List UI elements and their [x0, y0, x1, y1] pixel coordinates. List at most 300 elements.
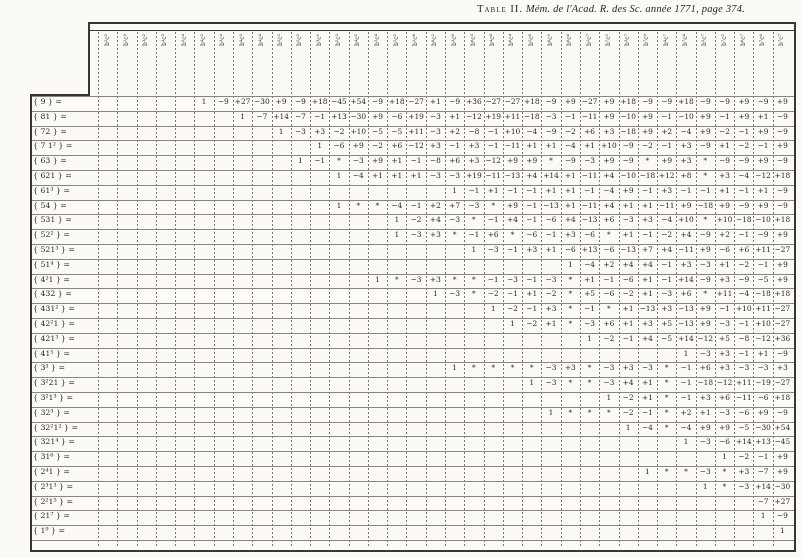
table-cell: +1 — [410, 171, 422, 180]
table-cell: * — [510, 363, 515, 373]
table-cell: −7 — [757, 496, 769, 506]
table-cell: +1 — [757, 111, 769, 121]
table-cell: −4 — [738, 289, 750, 299]
row-label: { 3³ } = — [33, 363, 65, 373]
table-cell: +9 — [719, 200, 730, 210]
table-cell: −1 — [487, 141, 499, 151]
table-cell: +9 — [776, 452, 788, 462]
table-cell: −2 — [622, 407, 634, 417]
table-cell: +14 — [678, 333, 694, 343]
table-cell: +9 — [641, 111, 653, 121]
table-cell: −1 — [641, 185, 653, 195]
column-header: b⁷c⁴ — [681, 34, 689, 47]
table-cell: −27 — [408, 97, 424, 106]
table-cell: −1 — [526, 304, 538, 314]
table-cell: +36 — [774, 333, 791, 343]
table-cell: −4 — [352, 171, 364, 180]
table-cell: −3 — [699, 467, 711, 476]
table-cell: +9 — [757, 126, 769, 136]
table-cell: +7 — [641, 245, 653, 254]
table-cell: −2 — [622, 289, 634, 299]
table-cell: 1 — [375, 274, 380, 284]
table-cell: +18 — [774, 393, 791, 402]
row-label: { 63 } = — [33, 156, 67, 166]
table-cell: +36 — [466, 97, 482, 106]
table-cell: −9 — [719, 156, 730, 166]
table-cell: −1 — [507, 185, 518, 195]
table-cell: +4 — [564, 215, 576, 225]
table-cell: +54 — [774, 422, 791, 432]
frame-top-inner — [88, 30, 796, 31]
table-cell: 1 — [452, 185, 457, 195]
table-cell: −4 — [584, 259, 596, 269]
table-cell: −3 — [738, 363, 750, 373]
table-cell: +4 — [603, 171, 615, 180]
table-cell: +2 — [429, 200, 441, 210]
table-cell: −2 — [641, 141, 653, 151]
column-header: b²c⁷ — [585, 34, 593, 47]
table-cell: +9 — [603, 97, 615, 106]
table-cell: 1 — [394, 230, 400, 240]
table-cell: +18 — [774, 289, 791, 299]
table-cell: −1 — [757, 259, 769, 269]
table-cell: +3 — [699, 393, 711, 402]
column-header: b⁴c⁴ — [257, 34, 265, 47]
table-cell: −27 — [581, 97, 598, 106]
table-cell: 1 — [201, 97, 207, 106]
table-cell: 1 — [452, 363, 457, 373]
table-cell: −18 — [697, 200, 714, 210]
table-cell: +1 — [526, 141, 538, 151]
table-cell: −2 — [526, 319, 538, 328]
table-cell: 1 — [683, 437, 689, 447]
table-cell: +3 — [680, 259, 692, 269]
table-cell: +1 — [757, 348, 769, 358]
table-cell: −1 — [719, 111, 730, 121]
table-cell: 1 — [336, 200, 342, 210]
table-cell: +18 — [311, 97, 328, 106]
table-cell: +1 — [641, 289, 653, 299]
table-cell: −3 — [719, 319, 730, 328]
table-cell: +9 — [699, 245, 711, 254]
table-cell: −9 — [294, 97, 306, 106]
table-cell: +9 — [699, 126, 711, 136]
table-number: Table II. — [477, 4, 523, 15]
table-cell: * — [607, 230, 611, 240]
table-cell: +4 — [429, 215, 441, 225]
column-header: b⁶c² — [431, 34, 439, 47]
table-cell: −9 — [545, 126, 557, 136]
table-cell: +4 — [641, 333, 653, 343]
table-cell: 1 — [529, 378, 535, 388]
table-cell: −2 — [719, 126, 730, 136]
row-rule — [32, 496, 794, 497]
row-label: { 2²1⁵ } = — [33, 496, 74, 506]
table-cell: −9 — [776, 200, 788, 210]
table-cell: +1 — [526, 289, 538, 299]
table-cell: +1 — [719, 259, 730, 269]
table-cell: −1 — [680, 363, 692, 373]
table-cell: −1 — [738, 230, 750, 240]
table-cell: 1 — [606, 393, 612, 402]
table-cell: −11 — [658, 200, 675, 210]
table-cell: −6 — [603, 245, 615, 254]
table-cell: +3 — [429, 141, 441, 151]
table-cell: 1 — [278, 126, 284, 136]
column-header: b⁵c³ — [334, 34, 342, 47]
column-header: b⁶c⁶ — [566, 34, 574, 47]
table-cell: −13 — [678, 304, 694, 314]
column-separator — [233, 32, 234, 548]
table-cell: +4 — [603, 200, 615, 210]
column-separator — [349, 32, 350, 548]
table-cell: +6 — [699, 363, 711, 373]
table-cell: * — [394, 274, 399, 284]
table-cell: +1 — [622, 200, 634, 210]
column-header: b³c⁵ — [315, 34, 323, 47]
table-cell: +14 — [755, 481, 771, 491]
table-cell: +3 — [564, 230, 576, 240]
table-cell: −1 — [661, 259, 673, 269]
table-cell: −3 — [294, 126, 306, 136]
table-cell: +9 — [641, 126, 653, 136]
column-separator — [117, 32, 118, 548]
table-cell: +1 — [545, 141, 557, 151]
table-cell: −1 — [661, 274, 673, 284]
table-cell: +4 — [641, 259, 653, 269]
table-cell: −9 — [776, 126, 788, 136]
table-cell: −9 — [564, 156, 576, 166]
row-label: { 51⁴ } = — [33, 259, 70, 269]
table-cell: +1 — [584, 141, 596, 151]
table-cell: +9 — [699, 111, 711, 121]
row-label: { 81 } = — [33, 111, 67, 121]
table-cell: +3 — [661, 304, 673, 314]
table-cell: +9 — [776, 141, 788, 151]
table-cell: −18 — [755, 289, 771, 299]
table-cell: +2 — [680, 407, 692, 417]
column-header: b⁶c⁵ — [547, 34, 555, 47]
table-cell: −3 — [545, 378, 557, 388]
column-separator — [272, 32, 273, 548]
table-cell: +9 — [603, 156, 615, 166]
column-header: b⁷c² — [604, 34, 612, 47]
table-cell: −6 — [622, 274, 634, 284]
table-cell: +11 — [408, 126, 424, 136]
table-cell: −45 — [774, 437, 791, 447]
table-cell: +2 — [449, 126, 461, 136]
column-header: b⁵c² — [296, 34, 304, 47]
table-cell: −27 — [504, 97, 521, 106]
table-cell: −9 — [738, 200, 750, 210]
table-cell: −1 — [738, 348, 750, 358]
table-cell: +6 — [738, 245, 750, 254]
table-cell: +10 — [735, 304, 752, 314]
table-cell: +3 — [429, 230, 441, 240]
table-cell: −2 — [603, 333, 615, 343]
table-cell: +10 — [678, 215, 694, 225]
table-cell: −5 — [757, 274, 769, 284]
table-cell: +3 — [719, 348, 730, 358]
table-cell: −8 — [468, 126, 480, 136]
table-cell: −18 — [735, 215, 752, 225]
row-label: { 421³ } = — [33, 333, 75, 343]
row-rule — [32, 525, 794, 526]
table-cell: −12 — [485, 156, 501, 166]
table-cell: +4 — [526, 171, 538, 180]
table-cell: −30 — [774, 481, 791, 491]
table-cell: −1 — [680, 393, 692, 402]
table-cell: * — [472, 289, 476, 299]
table-cell: −10 — [620, 171, 636, 180]
table-cell: 1 — [240, 111, 245, 121]
column-separator — [406, 32, 407, 548]
row-rule — [32, 451, 794, 452]
row-label: { 52² } = — [33, 230, 70, 240]
table-cell: * — [664, 378, 669, 388]
table-cell: * — [568, 407, 573, 417]
table-cell: −11 — [678, 245, 694, 254]
frame-top — [88, 22, 796, 24]
column-header: b²c⁶ — [412, 34, 420, 47]
table-cell: −1 — [526, 185, 538, 195]
table-cell: +3 — [719, 363, 730, 373]
row-label: { 2³1³ } = — [33, 481, 74, 491]
table-cell: +10 — [601, 141, 617, 151]
table-cell: +3 — [468, 141, 480, 151]
table-cell: +6 — [603, 215, 615, 225]
table-cell: +18 — [388, 97, 405, 106]
table-cell: −10 — [755, 215, 771, 225]
table-cell: −9 — [776, 185, 788, 195]
frame-right — [794, 22, 796, 550]
column-header: b²c⁴ — [180, 34, 188, 47]
table-cell: −10 — [620, 111, 636, 121]
table-cell: −9 — [217, 97, 229, 106]
table-cell: * — [472, 363, 476, 373]
table-cell: * — [664, 467, 669, 476]
table-cell: −2 — [372, 141, 383, 151]
column-header: b²c² — [103, 34, 111, 47]
table-cell: 1 — [394, 215, 400, 225]
table-cell: −3 — [468, 200, 480, 210]
row-label: { 7 1² } = — [33, 141, 73, 151]
table-cell: −1 — [584, 304, 596, 314]
table-cell: +1 — [545, 185, 557, 195]
table-cell: +10 — [716, 215, 733, 225]
table-cell: +10 — [504, 126, 521, 136]
table-cell: 1 — [490, 304, 496, 314]
table-cell: * — [607, 407, 611, 417]
table-cell: +9 — [738, 111, 750, 121]
column-separator — [387, 32, 388, 548]
row-label: { 4²1 } = — [33, 274, 70, 284]
table-cell: * — [568, 304, 573, 314]
table-cell: +9 — [372, 111, 383, 121]
table-cell: +12 — [658, 171, 675, 180]
table-cell: −1 — [507, 289, 518, 299]
table-cell: +1 — [584, 274, 596, 284]
column-separator — [156, 32, 157, 548]
table-cell: −1 — [468, 230, 480, 240]
table-cell: −9 — [622, 141, 634, 151]
table-cell: +19 — [408, 111, 424, 121]
table-cell: +1 — [487, 185, 499, 195]
table-cell: −13 — [639, 304, 656, 314]
table-cell: −6 — [333, 141, 345, 151]
table-cell: −4 — [680, 126, 692, 136]
table-cell: +3 — [603, 126, 615, 136]
table-cell: * — [684, 467, 688, 476]
table-cell: +13 — [581, 245, 598, 254]
table-cell: −1 — [507, 245, 518, 254]
table-cell: +3 — [738, 467, 750, 476]
row-label: { 72 } = — [33, 126, 67, 136]
table-cell: −2 — [622, 393, 634, 402]
table-cell: −9 — [699, 141, 711, 151]
row-label: { 3²1³ } = — [33, 393, 74, 402]
table-cell: −9 — [661, 97, 673, 106]
table-cell: +19 — [466, 171, 482, 180]
column-separator — [98, 32, 99, 548]
table-cell: +3 — [526, 245, 538, 254]
table-cell: −1 — [757, 141, 769, 151]
table-cell: +9 — [564, 97, 576, 106]
table-cell: −9 — [776, 111, 788, 121]
table-cell: −3 — [410, 230, 422, 240]
table-cell: +1 — [391, 171, 403, 180]
table-cell: +18 — [774, 171, 791, 180]
table-cell: +1 — [719, 185, 730, 195]
table-cell: +3 — [661, 185, 673, 195]
row-label: { 32²1² } = — [33, 422, 79, 432]
table-cell: −13 — [543, 200, 559, 210]
table-cell: −9 — [776, 407, 788, 417]
table-cell: −27 — [774, 304, 791, 314]
table-cell: −9 — [776, 511, 788, 521]
table-cell: −1 — [487, 126, 499, 136]
table-cell: −9 — [545, 97, 557, 106]
table-cell: −1 — [584, 185, 596, 195]
table-cell: +9 — [757, 407, 769, 417]
table-cell: −19 — [755, 378, 771, 388]
table-cell: +1 — [641, 393, 653, 402]
table-cell: * — [568, 319, 573, 328]
table-cell: 1 — [298, 156, 303, 166]
table-cell: −6 — [738, 407, 750, 417]
table-cell: * — [549, 156, 553, 166]
table-cell: +6 — [391, 141, 403, 151]
table-cell: 1 — [317, 141, 323, 151]
table-cell: −6 — [526, 230, 538, 240]
table-cell: +10 — [755, 319, 771, 328]
table-cell: +9 — [507, 156, 518, 166]
table-cell: * — [703, 215, 708, 225]
table-cell: * — [452, 274, 457, 284]
table-cell: −30 — [755, 422, 771, 432]
table-cell: −1 — [468, 185, 480, 195]
table-cell: +5 — [661, 319, 673, 328]
column-header: b⁴c⁵ — [354, 34, 362, 47]
table-cell: −5 — [661, 333, 673, 343]
row-label: { 321⁴ } = — [33, 437, 75, 447]
table-cell: −12 — [408, 141, 424, 151]
table-cell: +6 — [680, 289, 692, 299]
table-cell: −8 — [429, 156, 441, 166]
table-cell: −3 — [622, 215, 634, 225]
table-cell: −13 — [504, 171, 521, 180]
table-cell: −1 — [699, 185, 711, 195]
table-cell: +3 — [641, 215, 653, 225]
table-cell: 1 — [336, 171, 342, 180]
table-cell: +18 — [523, 97, 540, 106]
table-cell: 1 — [471, 245, 477, 254]
table-cell: −9 — [699, 97, 711, 106]
table-cell: −1 — [680, 378, 692, 388]
table-cell: +9 — [275, 97, 287, 106]
table-cell: −27 — [774, 319, 791, 328]
table-cell: +9 — [757, 156, 769, 166]
table-cell: * — [472, 274, 476, 284]
table-cell: −6 — [545, 215, 557, 225]
table-cell: +9 — [776, 259, 788, 269]
column-separator — [368, 32, 369, 548]
table-cell: 1 — [510, 319, 515, 328]
table-cell: * — [664, 393, 669, 402]
table-cell: +13 — [755, 437, 771, 447]
column-header: b³c² — [142, 34, 150, 47]
table-cell: * — [356, 200, 361, 210]
table-cell: −11 — [485, 171, 501, 180]
table-cell: −9 — [738, 156, 750, 166]
table-cell: −3 — [449, 171, 461, 180]
table-cell: +1 — [564, 171, 576, 180]
table-cell: −1 — [661, 111, 673, 121]
table-cell: +14 — [543, 171, 559, 180]
table-cell: +3 — [564, 363, 576, 373]
table-cell: +6 — [487, 230, 499, 240]
table-cell: −27 — [774, 245, 791, 254]
row-label: { 521³ } = — [33, 245, 75, 254]
table-cell: −1 — [526, 200, 538, 210]
table-cell: +4 — [661, 245, 673, 254]
column-header: b⁷c⁷ — [778, 34, 786, 47]
table-cell: +9 — [507, 200, 518, 210]
table-cell: −1 — [487, 274, 499, 284]
table-cell: +1 — [622, 319, 634, 328]
table-cell: −3 — [352, 156, 364, 166]
table-cell: −6 — [719, 437, 730, 447]
table-cell: −13 — [620, 245, 636, 254]
table-cell: +2 — [661, 126, 673, 136]
table-cell: −1 — [661, 141, 673, 151]
table-cell: +19 — [485, 111, 501, 121]
table-cell: −2 — [738, 141, 750, 151]
table-cell: −9 — [699, 230, 711, 240]
table-cell: −6 — [603, 289, 615, 299]
table-cell: −1 — [622, 333, 634, 343]
column-separator — [329, 32, 330, 548]
table-cell: +9 — [699, 304, 711, 314]
column-header: b⁴c⁷ — [662, 34, 670, 47]
table-cell: −3 — [429, 171, 441, 180]
table-cell: 1 — [760, 511, 766, 521]
table-cell: −9 — [699, 274, 711, 284]
table-cell: 1 — [587, 333, 592, 343]
column-header: b³c⁷ — [624, 34, 632, 47]
table-cell: −12 — [755, 333, 771, 343]
column-header: b³c⁴ — [219, 34, 227, 47]
